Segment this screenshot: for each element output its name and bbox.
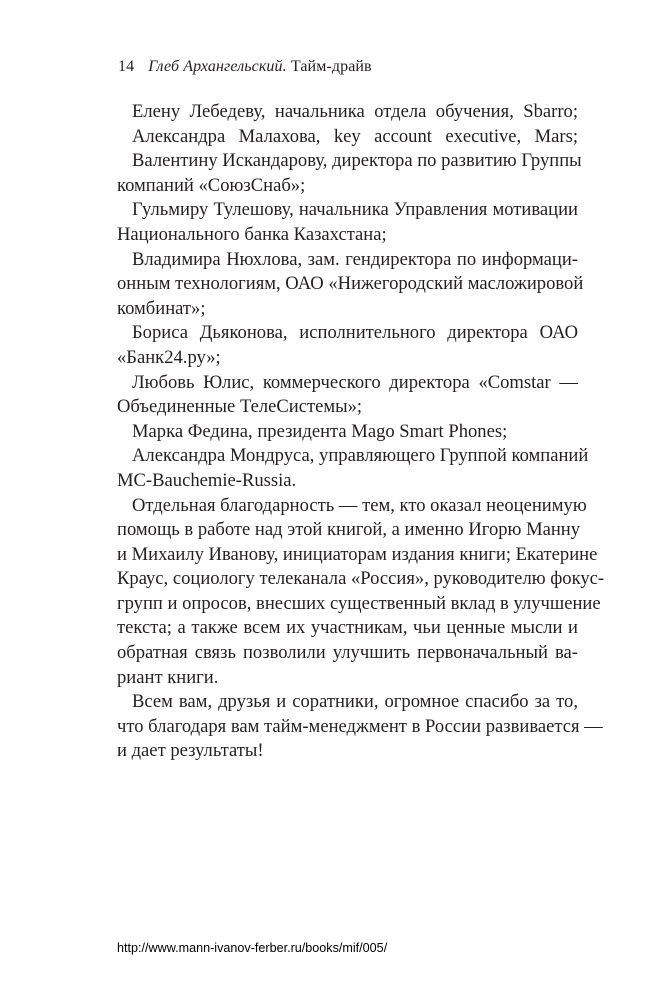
header-title: Тайм-драйв (290, 58, 372, 75)
text-line: Елену Лебедеву, начальника отдела обучения, Sbarro; (132, 101, 578, 122)
text-line: риант книги. (117, 666, 219, 688)
text-line: Марка Федина, президента Mago Smart Phones; (132, 420, 508, 442)
text-line: текста; а также всем их участникам, чьи ценные мысли и (117, 617, 578, 639)
text-line: групп и опросов, внесших существенный вклад в улучшение (117, 592, 601, 614)
text-line: Валентину Искандарову, директора по развитию Группы (132, 150, 582, 172)
text-line: компаний «СоюзСнаб»; (117, 174, 306, 196)
text-line: обратная связь позволили улучшить первоначальный ва- (117, 642, 578, 664)
text-line: Гульмиру Тулешову, начальника Управления мотивации (132, 199, 578, 221)
page-number: 14 (118, 58, 135, 75)
text-line: Александра Мондруса, управляющего Группой компаний (132, 445, 589, 467)
text-line: Краус, социологу телеканала «Россия», руководителю фокус- (117, 568, 605, 590)
text-line: Отдельная благодарность — тем, кто оказал неоценимую (132, 494, 587, 516)
text-line: Национального банка Казахстана; (117, 223, 387, 245)
text-line: Любовь Юлис, коммерческого директора «Comstar — (132, 371, 578, 393)
text-line: Объединенные ТелеСистемы»; (117, 396, 363, 418)
text-line: онным технологиям, ОАО «Нижегородский масложировой (117, 273, 584, 295)
text-line: MC-Bauchemie-Russia. (117, 469, 297, 491)
running-header (118, 58, 372, 76)
text-line: Всем вам, друзья и соратники, огромное спасибо за то, (132, 691, 578, 713)
text-line: «Банк24.ру»; (117, 346, 221, 368)
text-line: и Михаилу Иванову, инициаторам издания книги; Екатерине (117, 543, 598, 565)
text-line: что благодаря вам тайм-менеджмент в России развивается — (117, 715, 603, 737)
text-line: комбинат»; (117, 297, 206, 319)
footer-url: http://www.mann-ivanov-ferber.ru/books/mif/005/ (117, 941, 388, 955)
header-author: Глеб Архангельский. (148, 58, 287, 75)
text-line: Александра Малахова, key account executive, Mars; (132, 125, 578, 147)
text-line: Бориса Дьяконова, исполнительного директора ОАО (132, 322, 578, 344)
text-line: и дает результаты! (117, 740, 264, 762)
text-line: Владимира Нюхлова, зам. гендиректора по информаци- (132, 248, 578, 270)
text-line: помощь в работе над этой книгой, а именно Игорю Манну (117, 519, 581, 541)
acknowledgements-text (117, 100, 605, 764)
